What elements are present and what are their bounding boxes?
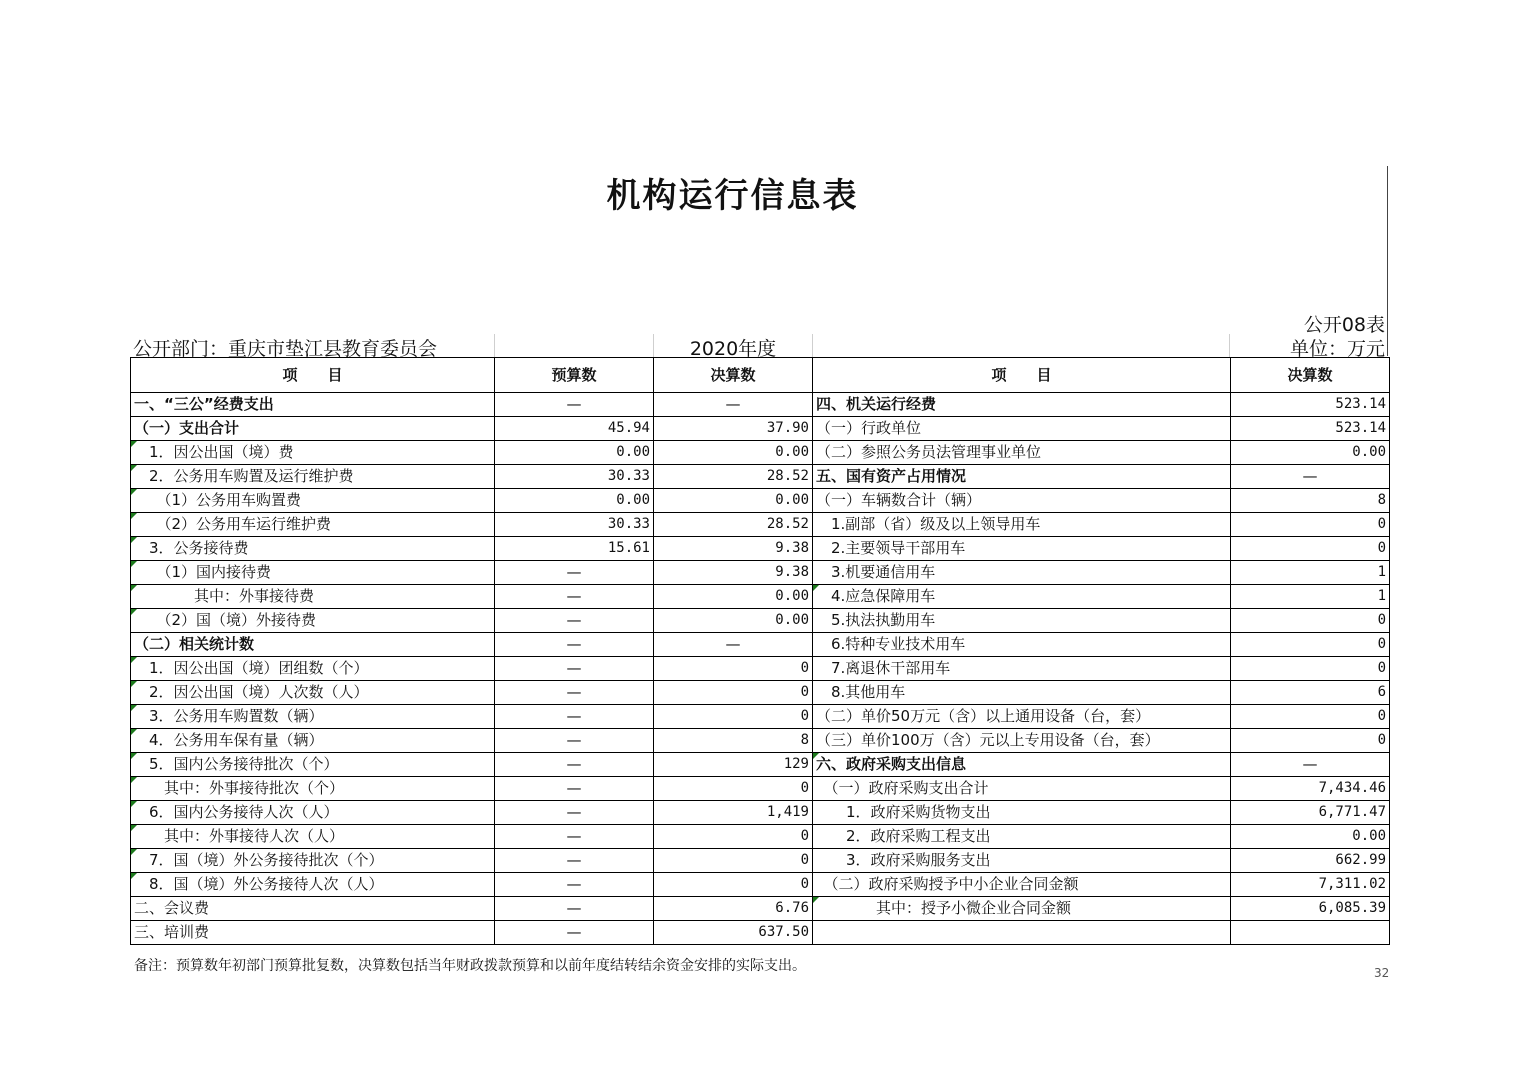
- col-header-item: 项 目: [131, 358, 495, 393]
- row-final-value: 637.50: [654, 921, 813, 945]
- row-budget-value: —: [495, 897, 654, 921]
- row-final-value: 28.52: [654, 465, 813, 489]
- row-item-label-right: 4.应急保障用车: [813, 585, 1231, 609]
- header-separator: [653, 334, 654, 358]
- row-item-label: 2．因公出国（境）人次数（人）: [131, 681, 495, 705]
- row-final-value-right: 0: [1231, 633, 1390, 657]
- row-item-label: 5．国内公务接待批次（个）: [131, 753, 495, 777]
- row-budget-value: 30.33: [495, 465, 654, 489]
- table-row: [131, 393, 1390, 417]
- table-row: [131, 801, 1390, 825]
- row-budget-value: —: [495, 633, 654, 657]
- row-item-label-right: （二）单价50万元（含）以上通用设备（台，套）: [813, 705, 1231, 729]
- row-budget-value: —: [495, 753, 654, 777]
- row-budget-value: —: [495, 609, 654, 633]
- table-row: [131, 705, 1390, 729]
- row-item-label-right: 3.机要通信用车: [813, 561, 1231, 585]
- row-item-label: 一、“三公”经费支出: [131, 393, 495, 417]
- col-header-final-right: 决算数: [1231, 358, 1390, 393]
- row-item-label: 3．公务用车购置数（辆）: [131, 705, 495, 729]
- row-item-label-right: 1.副部（省）级及以上领导用车: [813, 513, 1231, 537]
- row-item-label: 7．国（境）外公务接待批次（个）: [131, 849, 495, 873]
- row-final-value: 0: [654, 873, 813, 897]
- table-body: [131, 393, 1390, 945]
- row-item-label-right: 6.特种专业技术用车: [813, 633, 1231, 657]
- row-item-label-right: 3．政府采购服务支出: [813, 849, 1231, 873]
- row-item-label-right: （一）政府采购支出合计: [813, 777, 1231, 801]
- row-item-label: （1）公务用车购置费: [131, 489, 495, 513]
- unit-label: 单位：万元: [1289, 338, 1385, 360]
- row-final-value: 8: [654, 729, 813, 753]
- row-budget-value: —: [495, 393, 654, 417]
- fiscal-year: 2020年度: [689, 338, 777, 360]
- table-row: [131, 417, 1390, 441]
- row-final-value-right: —: [1231, 465, 1390, 489]
- row-final-value: 129: [654, 753, 813, 777]
- form-number: 公开08表: [1303, 314, 1385, 336]
- header-separator: [494, 334, 495, 358]
- row-final-value-right: 1: [1231, 585, 1390, 609]
- table-row: [131, 729, 1390, 753]
- row-final-value: 9.38: [654, 561, 813, 585]
- table-row: [131, 609, 1390, 633]
- row-final-value-right: 6,085.39: [1231, 897, 1390, 921]
- row-final-value-right: 0: [1231, 657, 1390, 681]
- row-budget-value: —: [495, 657, 654, 681]
- row-final-value-right: 1: [1231, 561, 1390, 585]
- row-item-label: （1）国内接待费: [131, 561, 495, 585]
- row-final-value: 0: [654, 681, 813, 705]
- row-budget-value: —: [495, 849, 654, 873]
- row-budget-value: —: [495, 729, 654, 753]
- page-number: 32: [1374, 966, 1390, 980]
- row-item-label: 其中：外事接待人次（人）: [131, 825, 495, 849]
- table-row: [131, 921, 1390, 945]
- row-final-value: 0: [654, 849, 813, 873]
- row-final-value-right: 523.14: [1231, 417, 1390, 441]
- table-row: [131, 489, 1390, 513]
- row-item-label-right: 1．政府采购货物支出: [813, 801, 1231, 825]
- row-item-label-right: 其中：授予小微企业合同金额: [813, 897, 1231, 921]
- table-row: [131, 561, 1390, 585]
- row-item-label-right: 5.执法执勤用车: [813, 609, 1231, 633]
- row-final-value-right: 0: [1231, 729, 1390, 753]
- table-row: [131, 537, 1390, 561]
- row-item-label-right: （二）政府采购授予中小企业合同金额: [813, 873, 1231, 897]
- table-row: [131, 441, 1390, 465]
- row-item-label: 3．公务接待费: [131, 537, 495, 561]
- row-budget-value: 30.33: [495, 513, 654, 537]
- row-final-value-right: 6,771.47: [1231, 801, 1390, 825]
- row-final-value: —: [654, 633, 813, 657]
- row-item-label: 4．公务用车保有量（辆）: [131, 729, 495, 753]
- row-item-label-right: 8.其他用车: [813, 681, 1231, 705]
- col-header-budget: 预算数: [495, 358, 654, 393]
- row-final-value-right: 0: [1231, 537, 1390, 561]
- row-item-label-right: [813, 921, 1231, 945]
- row-budget-value: —: [495, 921, 654, 945]
- row-final-value-right: —: [1231, 753, 1390, 777]
- row-final-value-right: 6: [1231, 681, 1390, 705]
- table-row: [131, 657, 1390, 681]
- row-final-value: 0: [654, 705, 813, 729]
- department-label: 公开部门：重庆市垫江县教育委员会: [133, 338, 438, 360]
- row-item-label: （二）相关统计数: [131, 633, 495, 657]
- row-item-label: 其中：外事接待批次（个）: [131, 777, 495, 801]
- table-row: [131, 849, 1390, 873]
- table-row: [131, 681, 1390, 705]
- row-budget-value: 0.00: [495, 489, 654, 513]
- row-budget-value: —: [495, 801, 654, 825]
- row-budget-value: 0.00: [495, 441, 654, 465]
- row-final-value-right: 0: [1231, 513, 1390, 537]
- col-header-final: 决算数: [654, 358, 813, 393]
- row-item-label: 二、会议费: [131, 897, 495, 921]
- row-item-label-right: （一）车辆数合计（辆）: [813, 489, 1231, 513]
- row-final-value: —: [654, 393, 813, 417]
- row-final-value-right: 8: [1231, 489, 1390, 513]
- row-item-label-right: 四、机关运行经费: [813, 393, 1231, 417]
- row-budget-value: —: [495, 825, 654, 849]
- table-header-row: [131, 358, 1390, 393]
- row-item-label: 2．公务用车购置及运行维护费: [131, 465, 495, 489]
- row-item-label-right: 7.离退休干部用车: [813, 657, 1231, 681]
- row-final-value: 9.38: [654, 537, 813, 561]
- row-final-value: 0.00: [654, 441, 813, 465]
- page-title: 机构运行信息表: [606, 176, 859, 216]
- row-item-label: 1．因公出国（境）费: [131, 441, 495, 465]
- row-final-value: 0.00: [654, 585, 813, 609]
- table-row: [131, 585, 1390, 609]
- table-row: [131, 873, 1390, 897]
- row-item-label: （2）公务用车运行维护费: [131, 513, 495, 537]
- row-item-label-right: （二）参照公务员法管理事业单位: [813, 441, 1231, 465]
- row-budget-value: —: [495, 561, 654, 585]
- row-final-value-right: 0.00: [1231, 825, 1390, 849]
- row-final-value: 0.00: [654, 609, 813, 633]
- row-final-value-right: 523.14: [1231, 393, 1390, 417]
- table-row: [131, 825, 1390, 849]
- row-item-label-right: 六、政府采购支出信息: [813, 753, 1231, 777]
- row-item-label: 1．因公出国（境）团组数（个）: [131, 657, 495, 681]
- row-item-label-right: （一）行政单位: [813, 417, 1231, 441]
- row-item-label-right: 2．政府采购工程支出: [813, 825, 1231, 849]
- row-final-value: 0: [654, 825, 813, 849]
- col-header-item-right: 项 目: [813, 358, 1231, 393]
- row-item-label: 6．国内公务接待人次（人）: [131, 801, 495, 825]
- row-final-value-right: [1231, 921, 1390, 945]
- row-item-label: （2）国（境）外接待费: [131, 609, 495, 633]
- row-budget-value: —: [495, 705, 654, 729]
- table-row: [131, 633, 1390, 657]
- row-final-value-right: 0.00: [1231, 441, 1390, 465]
- row-final-value: 28.52: [654, 513, 813, 537]
- row-item-label: 三、培训费: [131, 921, 495, 945]
- table-row: [131, 513, 1390, 537]
- row-final-value: 0.00: [654, 489, 813, 513]
- row-final-value: 1,419: [654, 801, 813, 825]
- row-item-label: （一）支出合计: [131, 417, 495, 441]
- info-table: [130, 357, 1390, 945]
- row-final-value: 0: [654, 777, 813, 801]
- row-item-label-right: 五、国有资产占用情况: [813, 465, 1231, 489]
- row-final-value-right: 662.99: [1231, 849, 1390, 873]
- table-row: [131, 753, 1390, 777]
- row-budget-value: 15.61: [495, 537, 654, 561]
- row-item-label-right: 2.主要领导干部用车: [813, 537, 1231, 561]
- row-final-value: 37.90: [654, 417, 813, 441]
- row-final-value-right: 0: [1231, 705, 1390, 729]
- table-row: [131, 465, 1390, 489]
- row-item-label: 8．国（境）外公务接待人次（人）: [131, 873, 495, 897]
- row-budget-value: —: [495, 585, 654, 609]
- table-row: [131, 777, 1390, 801]
- row-final-value: 6.76: [654, 897, 813, 921]
- row-budget-value: —: [495, 777, 654, 801]
- header-separator: [812, 334, 813, 358]
- row-final-value: 0: [654, 657, 813, 681]
- row-final-value-right: 7,434.46: [1231, 777, 1390, 801]
- row-item-label: 其中：外事接待费: [131, 585, 495, 609]
- row-final-value-right: 0: [1231, 609, 1390, 633]
- row-final-value-right: 7,311.02: [1231, 873, 1390, 897]
- table-row: [131, 897, 1390, 921]
- row-budget-value: —: [495, 681, 654, 705]
- header-separator: [1229, 334, 1230, 358]
- row-budget-value: —: [495, 873, 654, 897]
- row-item-label-right: （三）单价100万（含）元以上专用设备（台，套）: [813, 729, 1231, 753]
- row-budget-value: 45.94: [495, 417, 654, 441]
- footnote: 备注：预算数年初部门预算批复数，决算数包括当年财政拨款预算和以前年度结转结余资金安排的实际支出。: [134, 958, 806, 974]
